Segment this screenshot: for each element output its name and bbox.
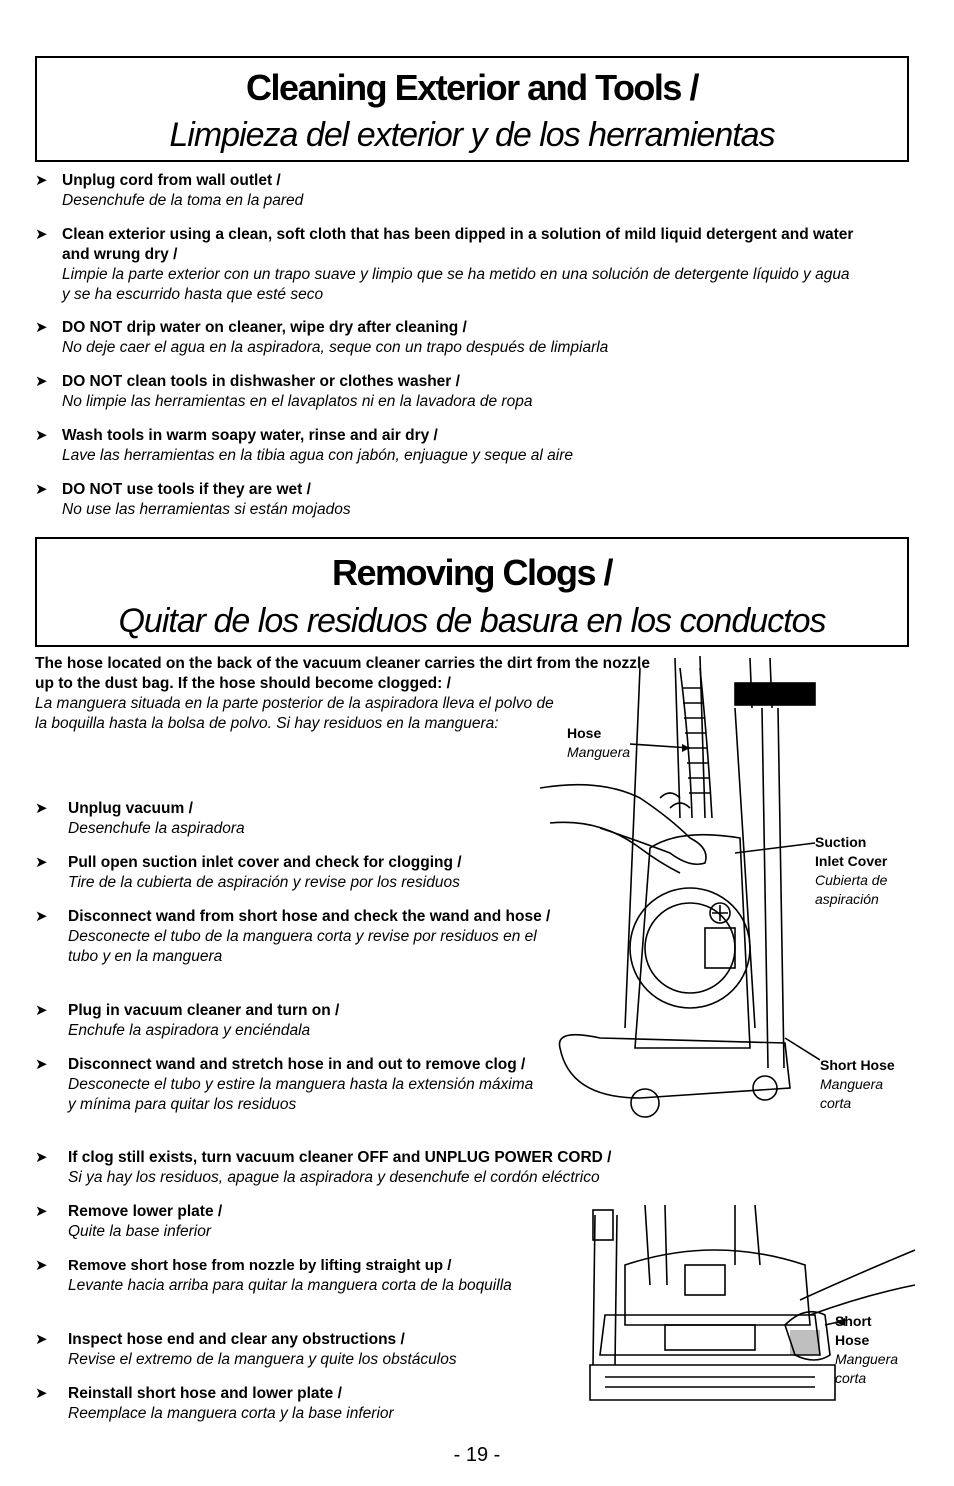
vacuum-rear-illustration (540, 648, 820, 1128)
arrow-bullet-icon: ➤ (35, 1149, 48, 1166)
list-item: ➤ DO NOT clean tools in dishwasher or clothes washer / No limpie las herramientas en el lavaplatos ni en la lavadora de ropa (35, 373, 533, 410)
list-item: ➤ DO NOT use tools if they are wet / No use las herramientas si están mojados (35, 481, 351, 518)
arrow-bullet-icon: ➤ (35, 226, 48, 243)
list-item: ➤ If clog still exists, turn vacuum cleaner OFF and UNPLUG POWER CORD / Si ya hay los residuos, apague la aspiradora y desenchufe el cordón eléctrico (35, 1149, 612, 1186)
arrow-bullet-icon: ➤ (35, 1385, 48, 1402)
section2-title-en: Removing Clogs / (331, 552, 613, 593)
list-item: ➤ Wash tools in warm soapy water, rinse and air dry / Lave las herramientas en la tibia agua con jabón, enjuague y seque al aire (35, 427, 573, 464)
arrow-bullet-icon: ➤ (35, 373, 48, 390)
section1-title-en: Cleaning Exterior and Tools / (246, 67, 698, 108)
arrow-bullet-icon: ➤ (35, 172, 48, 189)
arrow-bullet-icon: ➤ (35, 427, 48, 444)
list-item: ➤ Inspect hose end and clear any obstructions / Revise el extremo de la manguera y quite los obstáculos (35, 1331, 457, 1368)
section2-title-box (35, 537, 909, 647)
arrow-bullet-icon: ➤ (35, 1203, 48, 1220)
arrow-bullet-icon: ➤ (35, 1257, 48, 1274)
label-short-hose-2: Short Hose Manguera corta (835, 1313, 899, 1386)
arrow-bullet-icon: ➤ (35, 908, 48, 925)
arrow-bullet-icon: ➤ (35, 481, 48, 498)
list-item: ➤ Unplug vacuum / Desenchufe la aspiradora (35, 800, 245, 837)
section1-title-box (35, 56, 909, 162)
list-item: ➤ DO NOT drip water on cleaner, wipe dry after cleaning / No deje caer el agua en la aspiradora, seque con un trapo después de limpiarla (35, 319, 609, 356)
arrow-bullet-icon: ➤ (35, 1056, 48, 1073)
list-item: ➤ Disconnect wand and stretch hose in and out to remove clog / Desconecte el tubo y estire la manguera hasta la extensión máxima y mínima para quitar los residuos (35, 1056, 534, 1113)
section2-title-es: Quitar de los residuos de basura en los conductos (118, 602, 826, 640)
label-suction-inlet-cover: Suction Inlet Cover Cubierta de aspiración (815, 834, 888, 907)
arrow-bullet-icon: ➤ (35, 1002, 48, 1019)
arrow-bullet-icon: ➤ (35, 1331, 48, 1348)
list-item: ➤ Unplug cord from wall outlet / Desenchufe de la toma en la pared (35, 172, 304, 209)
label-hose: Hose Manguera (567, 725, 631, 760)
label-short-hose: Short Hose Manguera corta (820, 1057, 895, 1111)
list-item: ➤ Disconnect wand from short hose and check the wand and hose / Desconecte el tubo de la manguera corta y revise por residuos en el tubo y en la manguera (35, 908, 551, 965)
intro-text: The hose located on the back of the vacuum cleaner carries the dirt from the nozzle up to the dust bag. If the hose should become clogged: / La manguera situada en la parte posterior de la aspiradora lleva el polvo de la boquilla hasta la bolsa de polvo. Si hay residuos en la manguera: (35, 655, 650, 732)
section1-title-es: Limpieza del exterior y de los herramientas (169, 116, 775, 154)
list-item: ➤ Pull open suction inlet cover and check for clogging / Tire de la cubierta de aspiración y revise por los residuos (35, 854, 462, 891)
page-number: - 19 - (453, 1444, 501, 1466)
list-item: ➤ Reinstall short hose and lower plate / Reemplace la manguera corta y la base inferior (35, 1385, 394, 1422)
list-item: ➤ Plug in vacuum cleaner and turn on / Enchufe la aspiradora y enciéndala (35, 1002, 340, 1039)
list-item: ➤ Clean exterior using a clean, soft cloth that has been dipped in a solution of mild liquid detergent and water and wrung dry / Limpie la parte exterior con un trapo suave y limpio que se ha metido en una solución de detergente líquido y agua y se ha escurrido hasta que esté seco (35, 226, 854, 303)
arrow-bullet-icon: ➤ (35, 319, 48, 336)
arrow-bullet-icon: ➤ (35, 800, 48, 817)
list-item: ➤ Remove lower plate / Quite la base inferior (35, 1203, 223, 1240)
arrow-bullet-icon: ➤ (35, 854, 48, 871)
list-item: ➤ Remove short hose from nozzle by lifting straight up / Levante hacia arriba para quitar la manguera corta de la boquilla (35, 1257, 512, 1294)
